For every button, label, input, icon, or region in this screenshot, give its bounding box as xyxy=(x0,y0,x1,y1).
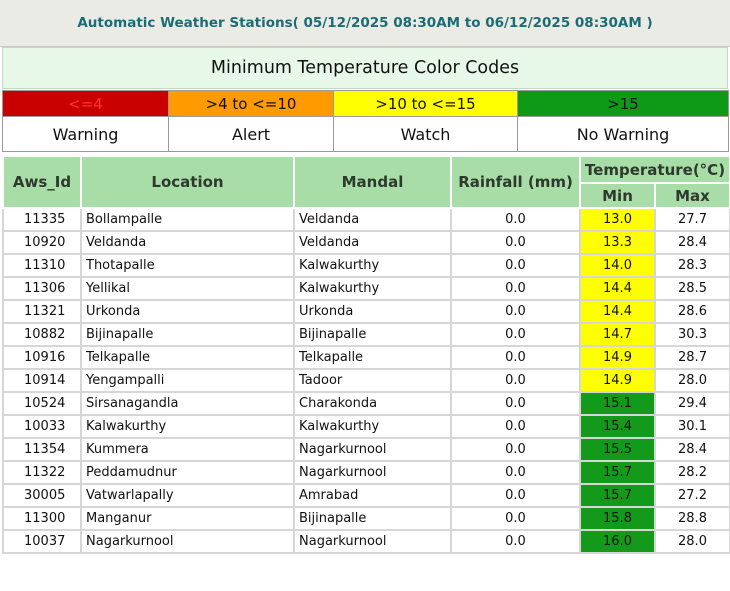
mandal-cell: Veldanda xyxy=(294,231,451,254)
max-temp-cell: 28.5 xyxy=(655,277,730,300)
mandal-cell: Kalwakurthy xyxy=(294,277,451,300)
min-temp-cell: 13.3 xyxy=(580,231,655,254)
table-row xyxy=(3,277,730,300)
max-temp-cell: 30.1 xyxy=(655,415,730,438)
rainfall-cell: 0.0 xyxy=(451,300,580,323)
mandal-cell: Kalwakurthy xyxy=(294,415,451,438)
location-cell: Urkonda xyxy=(81,300,294,323)
table-row xyxy=(3,438,730,461)
legend-label-alert: Alert xyxy=(169,117,334,152)
legend-range-no-warning: >15 xyxy=(518,91,729,117)
aws-id-cell: 10916 xyxy=(3,346,81,369)
max-temp-cell: 29.4 xyxy=(655,392,730,415)
table-row xyxy=(3,300,730,323)
min-temp-cell: 15.5 xyxy=(580,438,655,461)
rainfall-cell: 0.0 xyxy=(451,231,580,254)
table-row xyxy=(3,346,730,369)
aws-id-cell: 30005 xyxy=(3,484,81,507)
page-header xyxy=(0,0,730,47)
max-temp-cell: 28.4 xyxy=(655,438,730,461)
column-header-max: Max xyxy=(655,183,730,208)
mandal-cell: Telkapalle xyxy=(294,346,451,369)
legend-label-no-warning: No Warning xyxy=(518,117,729,152)
table-row xyxy=(3,415,730,438)
aws-id-cell: 11322 xyxy=(3,461,81,484)
rainfall-cell: 0.0 xyxy=(451,392,580,415)
rainfall-cell: 0.0 xyxy=(451,323,580,346)
column-header-aws-id: Aws_Id xyxy=(3,156,81,208)
aws-id-cell: 10882 xyxy=(3,323,81,346)
weather-stations-table xyxy=(2,155,730,554)
min-temp-cell: 13.0 xyxy=(580,208,655,231)
min-temp-cell: 14.4 xyxy=(580,300,655,323)
mandal-cell: Kalwakurthy xyxy=(294,254,451,277)
aws-id-cell: 11310 xyxy=(3,254,81,277)
min-temp-cell: 14.7 xyxy=(580,323,655,346)
rainfall-cell: 0.0 xyxy=(451,507,580,530)
min-temp-cell: 15.1 xyxy=(580,392,655,415)
mandal-cell: Veldanda xyxy=(294,208,451,231)
rainfall-cell: 0.0 xyxy=(451,277,580,300)
rainfall-cell: 0.0 xyxy=(451,415,580,438)
min-temp-cell: 15.4 xyxy=(580,415,655,438)
mandal-cell: Nagarkurnool xyxy=(294,438,451,461)
location-cell: Kalwakurthy xyxy=(81,415,294,438)
min-temp-cell: 14.9 xyxy=(580,369,655,392)
aws-id-cell: 10914 xyxy=(3,369,81,392)
table-row xyxy=(3,323,730,346)
rainfall-cell: 0.0 xyxy=(451,254,580,277)
mandal-cell: Amrabad xyxy=(294,484,451,507)
mandal-cell: Bijinapalle xyxy=(294,507,451,530)
aws-id-cell: 10037 xyxy=(3,530,81,553)
max-temp-cell: 28.4 xyxy=(655,231,730,254)
color-codes-legend xyxy=(2,90,729,152)
rainfall-cell: 0.0 xyxy=(451,369,580,392)
location-cell: Kummera xyxy=(81,438,294,461)
location-cell: Yellikal xyxy=(81,277,294,300)
table-row xyxy=(3,254,730,277)
aws-id-cell: 11335 xyxy=(3,208,81,231)
location-cell: Veldanda xyxy=(81,231,294,254)
legend-range-warning: <=4 xyxy=(3,91,169,117)
table-row xyxy=(3,208,730,231)
table-row xyxy=(3,231,730,254)
location-cell: Bollampalle xyxy=(81,208,294,231)
max-temp-cell: 28.2 xyxy=(655,461,730,484)
table-row xyxy=(3,392,730,415)
column-header-location: Location xyxy=(81,156,294,208)
aws-id-cell: 11300 xyxy=(3,507,81,530)
location-cell: Bijinapalle xyxy=(81,323,294,346)
location-cell: Yengampalli xyxy=(81,369,294,392)
mandal-cell: Nagarkurnool xyxy=(294,461,451,484)
mandal-cell: Charakonda xyxy=(294,392,451,415)
legend-range-watch: >10 to <=15 xyxy=(334,91,518,117)
aws-id-cell: 11354 xyxy=(3,438,81,461)
page-title: Automatic Weather Stations( 05/12/2025 08:30AM to 06/12/2025 08:30AM ) xyxy=(77,15,653,31)
column-header-min: Min xyxy=(580,183,655,208)
mandal-cell: Bijinapalle xyxy=(294,323,451,346)
legend-label-warning: Warning xyxy=(3,117,169,152)
max-temp-cell: 28.7 xyxy=(655,346,730,369)
location-cell: Sirsanagandla xyxy=(81,392,294,415)
rainfall-cell: 0.0 xyxy=(451,208,580,231)
min-temp-cell: 14.4 xyxy=(580,277,655,300)
mandal-cell: Nagarkurnool xyxy=(294,530,451,553)
max-temp-cell: 30.3 xyxy=(655,323,730,346)
table-row xyxy=(3,461,730,484)
table-row xyxy=(3,507,730,530)
max-temp-cell: 28.6 xyxy=(655,300,730,323)
column-header-mandal: Mandal xyxy=(294,156,451,208)
location-cell: Vatwarlapally xyxy=(81,484,294,507)
rainfall-cell: 0.0 xyxy=(451,438,580,461)
aws-id-cell: 10524 xyxy=(3,392,81,415)
location-cell: Manganur xyxy=(81,507,294,530)
table-row xyxy=(3,484,730,507)
legend-range-alert: >4 to <=10 xyxy=(169,91,334,117)
color-codes-title-text: Minimum Temperature Color Codes xyxy=(210,58,520,78)
rainfall-cell: 0.0 xyxy=(451,484,580,507)
location-cell: Telkapalle xyxy=(81,346,294,369)
min-temp-cell: 14.0 xyxy=(580,254,655,277)
column-header-temperature: Temperature(°C) xyxy=(580,156,730,183)
max-temp-cell: 28.3 xyxy=(655,254,730,277)
legend-label-watch: Watch xyxy=(334,117,518,152)
aws-id-cell: 11306 xyxy=(3,277,81,300)
mandal-cell: Urkonda xyxy=(294,300,451,323)
aws-id-cell: 11321 xyxy=(3,300,81,323)
max-temp-cell: 27.2 xyxy=(655,484,730,507)
rainfall-cell: 0.0 xyxy=(451,461,580,484)
min-temp-cell: 15.7 xyxy=(580,461,655,484)
aws-id-cell: 10033 xyxy=(3,415,81,438)
aws-id-cell: 10920 xyxy=(3,231,81,254)
max-temp-cell: 28.0 xyxy=(655,369,730,392)
min-temp-cell: 15.7 xyxy=(580,484,655,507)
mandal-cell: Tadoor xyxy=(294,369,451,392)
table-row xyxy=(3,530,730,553)
min-temp-cell: 14.9 xyxy=(580,346,655,369)
table-row xyxy=(3,369,730,392)
rainfall-cell: 0.0 xyxy=(451,530,580,553)
max-temp-cell: 27.7 xyxy=(655,208,730,231)
max-temp-cell: 28.0 xyxy=(655,530,730,553)
location-cell: Peddamudnur xyxy=(81,461,294,484)
rainfall-cell: 0.0 xyxy=(451,346,580,369)
min-temp-cell: 16.0 xyxy=(580,530,655,553)
location-cell: Thotapalle xyxy=(81,254,294,277)
max-temp-cell: 28.8 xyxy=(655,507,730,530)
column-header-rainfall: Rainfall (mm) xyxy=(451,156,580,208)
location-cell: Nagarkurnool xyxy=(81,530,294,553)
color-codes-title xyxy=(2,47,728,89)
min-temp-cell: 15.8 xyxy=(580,507,655,530)
